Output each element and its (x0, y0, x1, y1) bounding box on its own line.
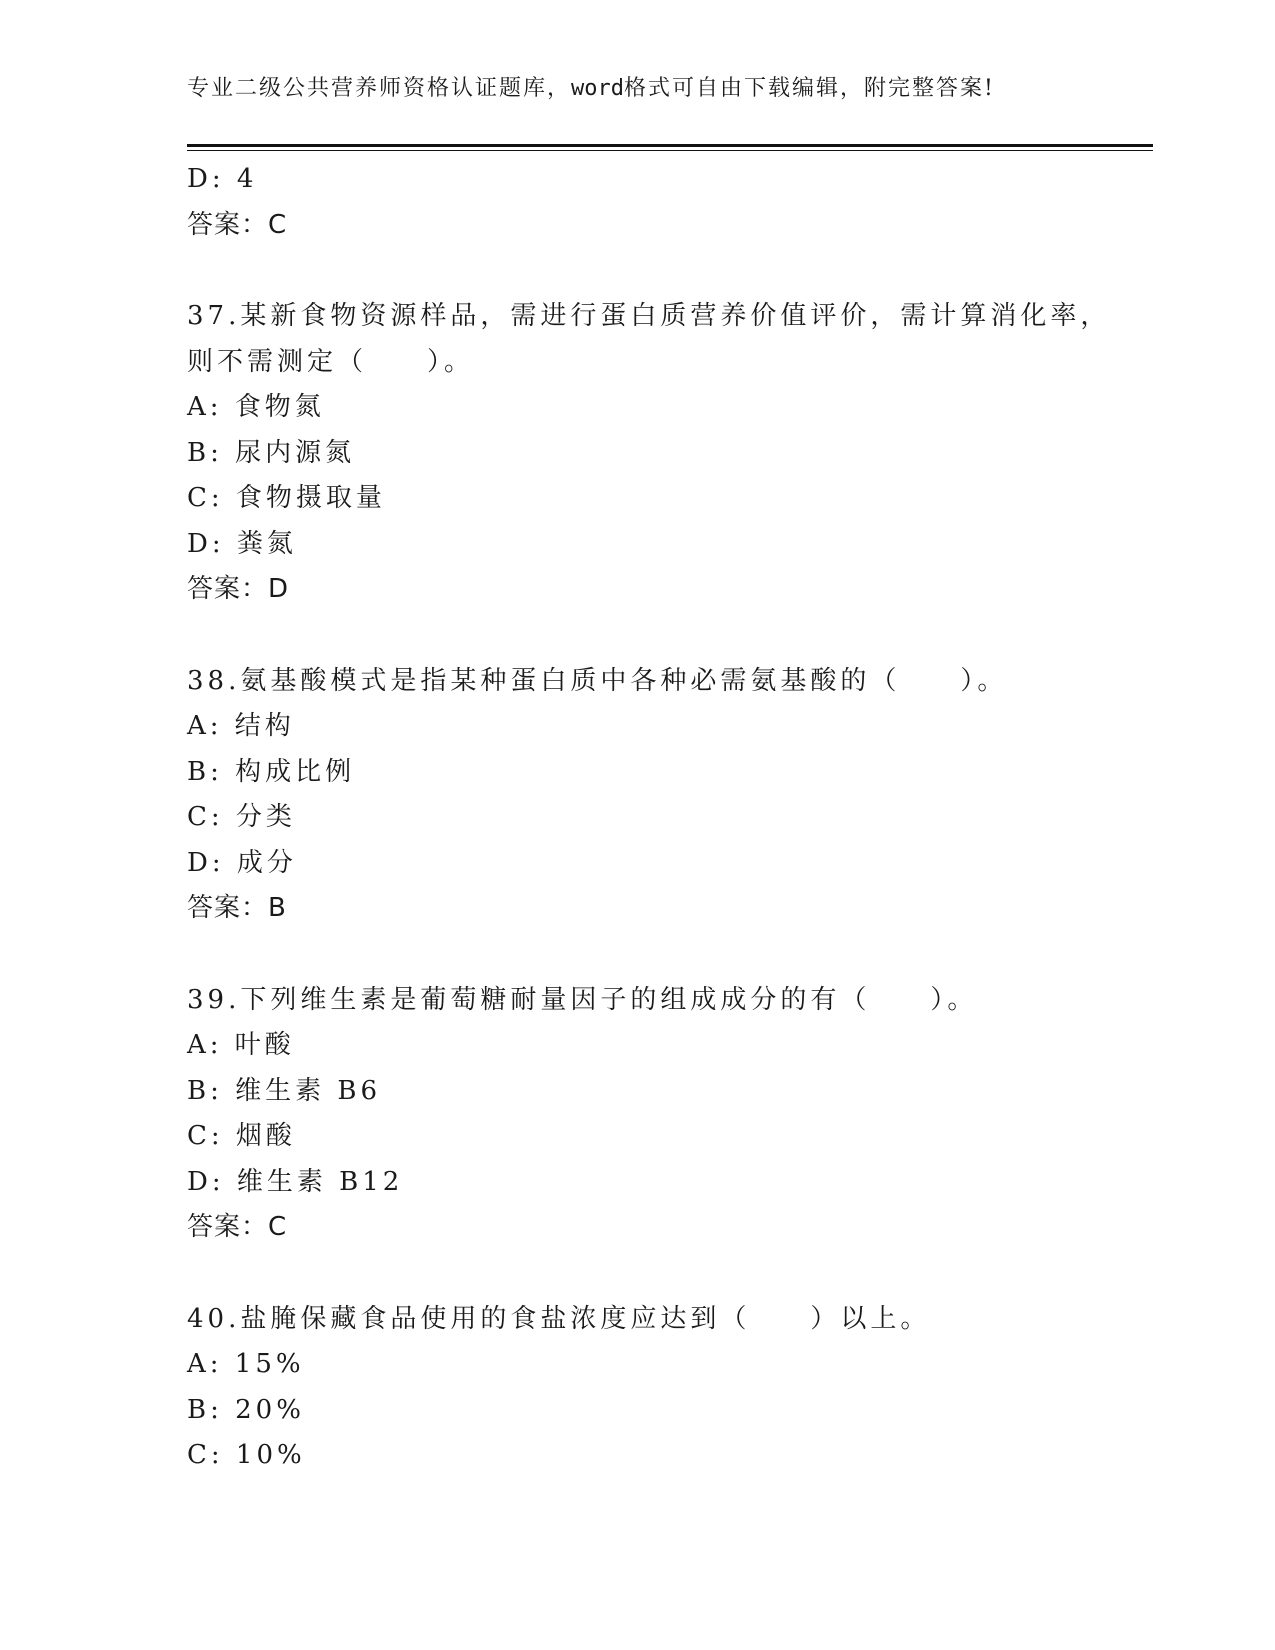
option-d: D: 成分 (187, 847, 297, 878)
prev-question-option-d: D: 4 (187, 164, 258, 194)
option-b: B: 维生素 B6 (187, 1075, 382, 1106)
option-d: D: 粪氮 (187, 528, 297, 559)
spacer (187, 248, 1153, 294)
spacer (187, 613, 1153, 659)
question-stem-continued: 则不需测定（ ）。 (187, 346, 475, 377)
answer: 答案：B (187, 893, 287, 923)
prev-question-answer: 答案：C (187, 209, 288, 240)
option-c: C: 烟酸 (187, 1121, 296, 1151)
option-c: C: 10% (187, 1440, 306, 1470)
answer: 答案：C (187, 1212, 288, 1242)
spacer (187, 932, 1153, 978)
question-37 (187, 294, 1153, 613)
option-c: C: 食物摄取量 (187, 483, 386, 513)
option-b: B: 构成比例 (187, 756, 356, 787)
option-a: A: 结构 (187, 711, 295, 741)
question-38 (187, 659, 1153, 932)
answer: 答案：D (187, 574, 290, 604)
question-39 (187, 978, 1153, 1251)
option-b: B: 尿内源氮 (187, 437, 356, 468)
header-text-after: 格式可自由下载编辑，附完整答案! (624, 76, 995, 101)
option-a: A: 15% (187, 1349, 305, 1379)
question-stem: 39.下列维生素是葡萄糖耐量因子的组成成分的有（ ）。 (187, 984, 978, 1015)
question-40 (187, 1297, 1153, 1479)
option-a: A: 叶酸 (187, 1030, 295, 1060)
header-text-word: word (571, 76, 624, 101)
header-rule-thin (187, 150, 1153, 151)
option-b: B: 20% (187, 1394, 305, 1425)
option-d: D: 维生素 B12 (187, 1166, 404, 1197)
page-header (187, 74, 995, 104)
header-text-before: 专业二级公共营养师资格认证题库， (187, 76, 572, 101)
option-a: A: 食物氮 (187, 392, 325, 422)
question-stem: 40.盐腌保藏食品使用的食盐浓度应达到（ ）以上。 (187, 1303, 931, 1334)
spacer (187, 1251, 1153, 1297)
header-rule-thick (187, 144, 1153, 147)
question-stem: 38.氨基酸模式是指某种蛋白质中各种必需氨基酸的（ ）。 (187, 665, 1008, 696)
option-c: C: 分类 (187, 802, 296, 832)
question-content (187, 157, 1153, 1479)
question-stem: 37.某新食物资源样品，需进行蛋白质营养价值评价，需计算消化率， (187, 301, 1111, 331)
